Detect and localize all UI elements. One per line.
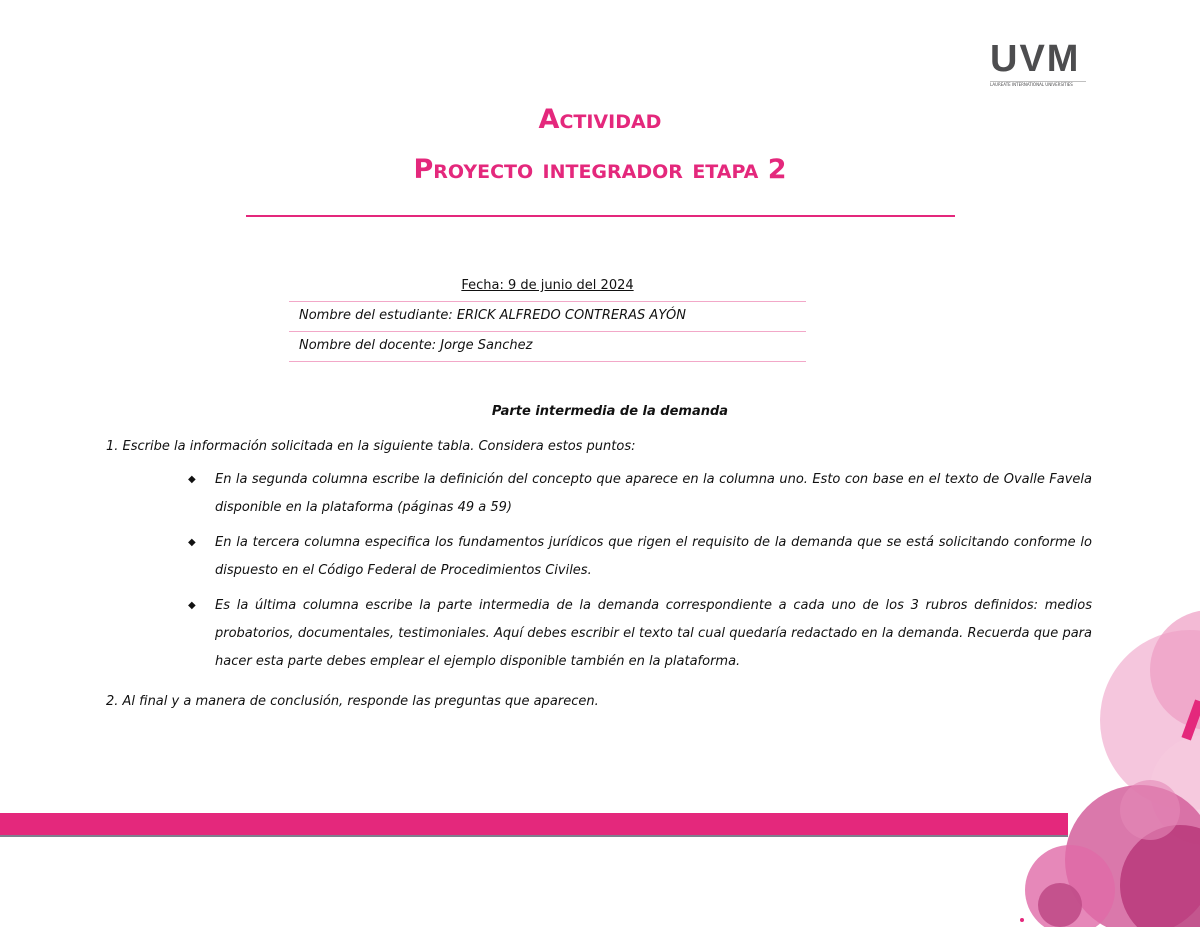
title-divider — [246, 215, 955, 217]
teacher-name-line: Nombre del docente: Jorge Sanchez — [289, 332, 806, 362]
list-item — [184, 466, 1092, 522]
page-subtitle: Proyecto integrador etapa 2 — [413, 154, 787, 185]
list-item — [184, 592, 1092, 676]
bullet-text: Es la última columna escribe la parte intermedia de la demanda correspondiente a cada uno de los 3 rubros definidos: medios probatorios, documentales, testimoniales. Aquí debes escribir el texto tal cual quedaría redactado en la demanda. Recuerda que para hacer esta parte debes emplear el ejemplo disponible también en la plataforma. — [215, 598, 1092, 669]
bullet-icon: ◆ — [188, 537, 196, 548]
uvm-logo — [990, 40, 1090, 90]
date-line: Fecha: 9 de junio del 2024 — [289, 272, 806, 302]
footer-bar-line — [0, 835, 1068, 837]
page-title: Actividad — [538, 104, 662, 135]
section-title: Parte intermedia de la demanda — [491, 404, 729, 419]
decorative-circles — [1000, 600, 1200, 927]
instruction-2: 2. Al final y a manera de conclusión, responde las preguntas que aparecen. — [106, 694, 599, 709]
bullet-text: En la segunda columna escribe la definición del concepto que aparece en la columna uno. Esto con base en el texto de Ovalle Favela disponible en la plataforma (páginas 49 a 59) — [215, 472, 1092, 515]
bullet-list — [184, 466, 1092, 683]
bullet-icon: ◆ — [188, 474, 196, 485]
logo-text: UVM — [990, 38, 1081, 80]
bullet-text: En la tercera columna especifica los fundamentos jurídicos que rigen el requisito de la demanda que se está solicitando conforme lo dispuesto en el Código Federal de Procedimientos Civiles. — [215, 535, 1092, 578]
instruction-1: 1. Escribe la información solicitada en la siguiente tabla. Considera estos puntos: — [106, 439, 636, 454]
logo-tagline: LAUREATE INTERNATIONAL UNIVERSITIES — [990, 81, 1086, 88]
info-block — [289, 272, 806, 362]
student-name-line: Nombre del estudiante: ERICK ALFREDO CONTRERAS AYÓN — [289, 302, 806, 332]
footer-bar — [0, 813, 1068, 835]
bullet-icon: ◆ — [188, 600, 196, 611]
list-item — [184, 529, 1092, 585]
